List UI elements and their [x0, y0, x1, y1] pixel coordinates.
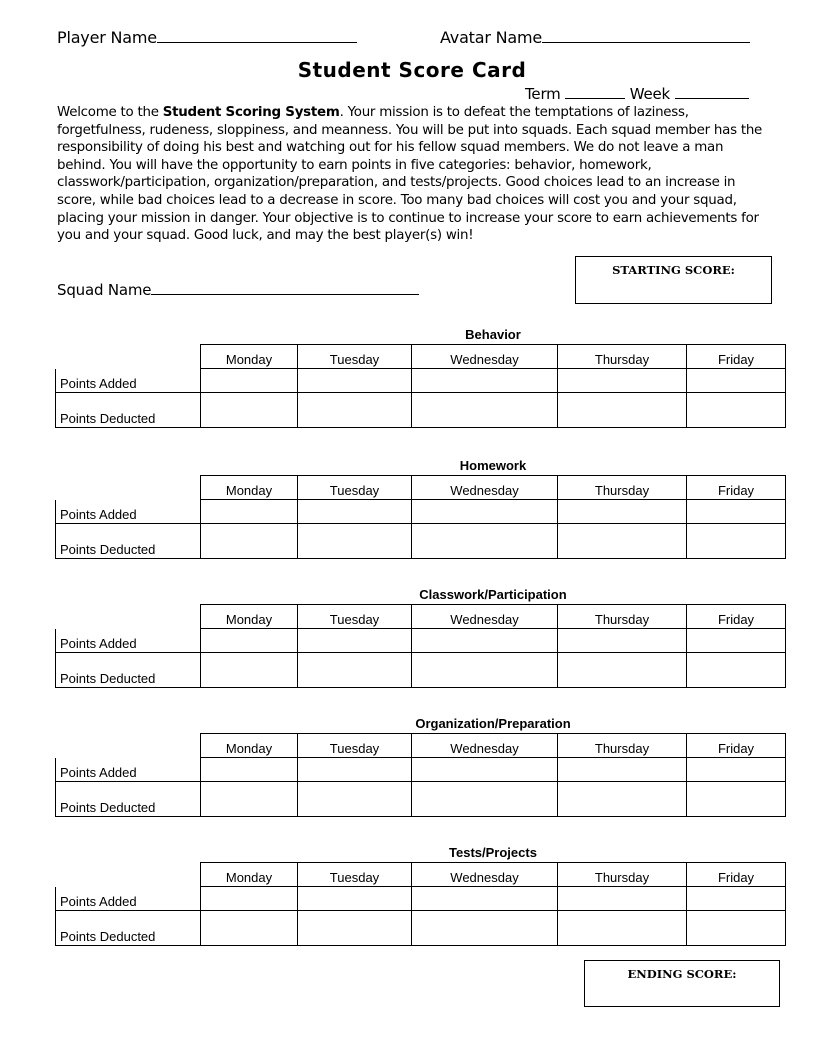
points-added-row: [56, 758, 786, 782]
score-cell-added-thursday[interactable]: [558, 369, 687, 393]
score-cell-added-monday[interactable]: [201, 887, 298, 911]
day-header-tuesday: Tuesday: [298, 605, 412, 629]
score-cell-deducted-tuesday[interactable]: [298, 653, 412, 688]
section-title-organization-preparation: Organization/Preparation: [415, 716, 571, 731]
points-deducted-label: Points Deducted: [56, 524, 201, 559]
score-cell-deducted-friday[interactable]: [687, 393, 786, 428]
score-cell-added-tuesday[interactable]: [298, 887, 412, 911]
term-label: Term: [525, 85, 561, 103]
avatar-name-field: [440, 28, 750, 47]
day-header-friday: Friday: [687, 863, 786, 887]
section-title-tests-projects: Tests/Projects: [449, 845, 537, 860]
score-cell-deducted-tuesday[interactable]: [298, 911, 412, 946]
score-cell-added-wednesday[interactable]: [412, 758, 558, 782]
points-added-label: Points Added: [56, 369, 201, 393]
ending-score-label: ENDING SCORE:: [627, 967, 737, 981]
week-label: Week: [629, 85, 671, 103]
points-deducted-row: [56, 653, 786, 688]
header-blank-cell: [56, 605, 201, 629]
day-header-thursday: Thursday: [558, 734, 687, 758]
header-blank-cell: [56, 863, 201, 887]
day-header-wednesday: Wednesday: [412, 476, 558, 500]
score-cell-deducted-friday[interactable]: [687, 653, 786, 688]
day-header-row: [56, 476, 786, 500]
score-table-behavior: [55, 344, 786, 428]
day-header-friday: Friday: [687, 605, 786, 629]
points-added-label: Points Added: [56, 758, 201, 782]
page-title: Student Score Card: [297, 58, 527, 82]
intro-paragraph: [57, 104, 767, 245]
points-added-row: [56, 369, 786, 393]
header-blank-cell: [56, 345, 201, 369]
day-header-tuesday: Tuesday: [298, 476, 412, 500]
score-cell-deducted-friday[interactable]: [687, 524, 786, 559]
score-cell-added-friday[interactable]: [687, 629, 786, 653]
intro-lead: Welcome to the: [57, 105, 163, 120]
day-header-thursday: Thursday: [558, 863, 687, 887]
day-header-row: [56, 345, 786, 369]
points-added-row: [56, 629, 786, 653]
score-cell-added-monday[interactable]: [201, 758, 298, 782]
score-cell-deducted-tuesday[interactable]: [298, 393, 412, 428]
score-cell-added-monday[interactable]: [201, 500, 298, 524]
score-cell-deducted-wednesday[interactable]: [412, 393, 558, 428]
points-added-label: Points Added: [56, 629, 201, 653]
day-header-monday: Monday: [201, 345, 298, 369]
score-table-classwork-participation: [55, 604, 786, 688]
points-deducted-label: Points Deducted: [56, 782, 201, 817]
score-cell-deducted-wednesday[interactable]: [412, 911, 558, 946]
score-cell-added-friday[interactable]: [687, 500, 786, 524]
score-cell-added-thursday[interactable]: [558, 758, 687, 782]
day-header-thursday: Thursday: [558, 345, 687, 369]
starting-score-label: STARTING SCORE:: [612, 263, 735, 277]
day-header-thursday: Thursday: [558, 605, 687, 629]
score-cell-added-wednesday[interactable]: [412, 500, 558, 524]
score-cell-added-thursday[interactable]: [558, 500, 687, 524]
week-line[interactable]: [675, 98, 749, 99]
day-header-wednesday: Wednesday: [412, 345, 558, 369]
day-header-row: [56, 863, 786, 887]
avatar-name-line[interactable]: [542, 42, 750, 43]
day-header-monday: Monday: [201, 734, 298, 758]
points-deducted-label: Points Deducted: [56, 911, 201, 946]
score-cell-deducted-monday[interactable]: [201, 911, 298, 946]
day-header-friday: Friday: [687, 476, 786, 500]
score-cell-added-friday[interactable]: [687, 369, 786, 393]
squad-name-field: [57, 281, 419, 299]
points-added-row: [56, 887, 786, 911]
squad-name-label: Squad Name: [57, 281, 152, 299]
score-cell-added-tuesday[interactable]: [298, 500, 412, 524]
score-cell-added-friday[interactable]: [687, 887, 786, 911]
points-deducted-label: Points Deducted: [56, 653, 201, 688]
score-cell-deducted-monday[interactable]: [201, 393, 298, 428]
day-header-row: [56, 605, 786, 629]
score-cell-added-tuesday[interactable]: [298, 758, 412, 782]
day-header-wednesday: Wednesday: [412, 863, 558, 887]
score-cell-deducted-friday[interactable]: [687, 911, 786, 946]
score-cell-deducted-monday[interactable]: [201, 782, 298, 817]
score-cell-deducted-wednesday[interactable]: [412, 653, 558, 688]
score-cell-deducted-tuesday[interactable]: [298, 782, 412, 817]
points-added-row: [56, 500, 786, 524]
ending-score-box[interactable]: [584, 960, 780, 1007]
score-cell-deducted-thursday[interactable]: [558, 911, 687, 946]
score-cell-deducted-monday[interactable]: [201, 524, 298, 559]
day-header-monday: Monday: [201, 605, 298, 629]
intro-body: . Your mission is to defeat the temptations of laziness, forgetfulness, rudeness, sloppiness, and meanness. You will be put into squads. Each squad member has the responsibility of doing his best and watching out for his fellow squad members. We do not leave a man behind. You will have the opportunity to earn points in five categories: behavior, homework, classwork/participation, organization/preparation, and tests/projects. Good choices lead to an increase in score, while bad choices lead to a decrease in score. Too many bad choices will cost you and your squad, placing your mission in danger. Your objective is to continue to increase your score to earn achievements for you and your squad. Good luck, and may the best player(s) win!: [57, 105, 763, 244]
score-cell-deducted-tuesday[interactable]: [298, 524, 412, 559]
points-deducted-row: [56, 911, 786, 946]
starting-score-box[interactable]: [575, 256, 772, 304]
score-table-organization-preparation: [55, 733, 786, 817]
score-cell-added-tuesday[interactable]: [298, 369, 412, 393]
score-cell-added-thursday[interactable]: [558, 629, 687, 653]
points-deducted-label: Points Deducted: [56, 393, 201, 428]
avatar-name-label: Avatar Name: [440, 28, 543, 47]
day-header-friday: Friday: [687, 734, 786, 758]
section-title-classwork-participation: Classwork/Participation: [419, 587, 567, 602]
day-header-wednesday: Wednesday: [412, 605, 558, 629]
day-header-friday: Friday: [687, 345, 786, 369]
header-blank-cell: [56, 734, 201, 758]
section-title-behavior: Behavior: [465, 327, 521, 342]
day-header-tuesday: Tuesday: [298, 345, 412, 369]
score-cell-added-monday[interactable]: [201, 369, 298, 393]
score-cell-added-friday[interactable]: [687, 758, 786, 782]
score-cell-added-wednesday[interactable]: [412, 887, 558, 911]
score-cell-deducted-thursday[interactable]: [558, 653, 687, 688]
points-added-label: Points Added: [56, 887, 201, 911]
points-deducted-row: [56, 393, 786, 428]
points-added-label: Points Added: [56, 500, 201, 524]
points-deducted-row: [56, 782, 786, 817]
player-name-line[interactable]: [157, 42, 357, 43]
score-cell-added-wednesday[interactable]: [412, 369, 558, 393]
player-name-field: [57, 28, 357, 47]
day-header-monday: Monday: [201, 476, 298, 500]
score-cell-added-wednesday[interactable]: [412, 629, 558, 653]
score-cell-deducted-wednesday[interactable]: [412, 524, 558, 559]
score-table-tests-projects: [55, 862, 786, 946]
day-header-tuesday: Tuesday: [298, 863, 412, 887]
score-cell-deducted-wednesday[interactable]: [412, 782, 558, 817]
score-table-homework: [55, 475, 786, 559]
points-deducted-row: [56, 524, 786, 559]
day-header-tuesday: Tuesday: [298, 734, 412, 758]
player-name-label: Player Name: [57, 28, 157, 47]
score-cell-added-monday[interactable]: [201, 629, 298, 653]
score-cell-deducted-friday[interactable]: [687, 782, 786, 817]
intro-highlight: Student Scoring System: [162, 105, 340, 120]
day-header-wednesday: Wednesday: [412, 734, 558, 758]
score-cell-deducted-thursday[interactable]: [558, 524, 687, 559]
score-cell-added-tuesday[interactable]: [298, 629, 412, 653]
section-title-homework: Homework: [459, 458, 527, 473]
score-cell-deducted-thursday[interactable]: [558, 782, 687, 817]
day-header-row: [56, 734, 786, 758]
term-line[interactable]: [565, 98, 625, 99]
header-blank-cell: [56, 476, 201, 500]
score-cell-added-thursday[interactable]: [558, 887, 687, 911]
day-header-thursday: Thursday: [558, 476, 687, 500]
day-header-monday: Monday: [201, 863, 298, 887]
score-cell-deducted-thursday[interactable]: [558, 393, 687, 428]
squad-name-line[interactable]: [151, 294, 419, 295]
term-week-fields: [525, 85, 749, 103]
score-cell-deducted-monday[interactable]: [201, 653, 298, 688]
